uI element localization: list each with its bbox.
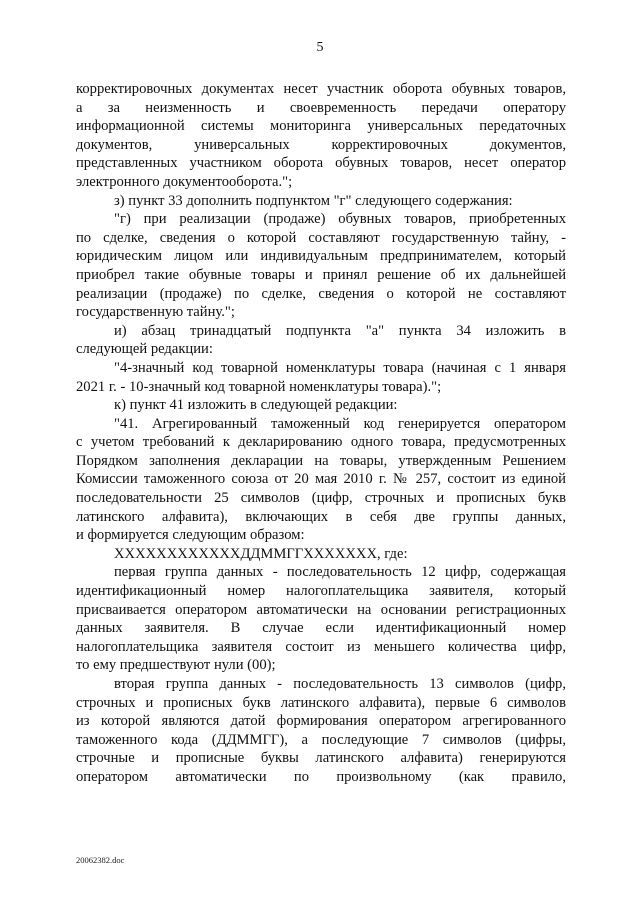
text-line: корректировочных документах несет участник оборота обувных товаров, <box>76 81 566 97</box>
text-line: Порядком заполнения декларации на товары, утвержденным Решением <box>76 452 566 469</box>
text-line: из которой являются датой формирования оператором агрегированного <box>76 713 566 730</box>
text-line: "4-значный код товарной номенклатуры товара (начиная с 1 января <box>114 359 566 376</box>
text-line: идентификационный номер налогоплательщика заявителя, который <box>76 583 566 600</box>
footer-filename: 20062382.doc <box>76 855 125 865</box>
text-line: государственную тайну."; <box>76 304 235 321</box>
text-line: ХХХХХХХХХХХХДДММГГХХХХХХХ, где: <box>114 545 408 562</box>
text-line: с учетом требований к декларированию одного товара, предусмотренных <box>76 434 566 451</box>
text-line: юридическим лицом или индивидуальным предпринимателем, который <box>76 248 566 265</box>
text-line: приобрел такие обувные товары и принял решение об их дальнейшей <box>76 266 566 283</box>
text-line: документов, универсальных корректировочных документов, <box>76 136 566 153</box>
page-number: 5 <box>316 40 324 55</box>
text-line: вторая группа данных - последовательность 13 символов (цифр, <box>114 676 566 692</box>
text-line: з) пункт 33 дополнить подпунктом "г" следующего содержания: <box>114 192 513 209</box>
text-line: латинского алфавита), включающих в себя две группы данных, <box>76 508 566 525</box>
text-line: 2021 г. - 10-значный код товарной номенклатуры товара)."; <box>76 378 442 395</box>
text-line: строчных и прописных букв латинского алфавита), первые 6 символов <box>76 694 566 711</box>
text-line: налогоплательщика заявителя состоит из меньшего количества цифр, <box>76 638 566 655</box>
text-line: то ему предшествуют нули (00); <box>76 657 276 674</box>
text-line: последовательности 25 символов (цифр, строчных и прописных букв <box>76 490 566 507</box>
text-line: первая группа данных - последовательность 12 цифр, содержащая <box>114 564 566 581</box>
text-line: оператором автоматически по произвольному (как правило, <box>76 768 566 785</box>
text-line: присваивается оператором автоматически на основании регистрационных <box>76 601 566 618</box>
text-line: информационной системы мониторинга универсальных передаточных <box>76 118 566 135</box>
text-line: а за неизменность и своевременность передачи оператору <box>76 99 566 116</box>
text-line: по сделке, сведения о которой составляют государственную тайну, - <box>76 229 566 246</box>
document-body <box>76 80 566 787</box>
text-line: и) абзац тринадцатый подпункта "а" пункта 34 изложить в <box>114 322 566 339</box>
text-line: и формируется следующим образом: <box>76 527 305 544</box>
text-line: электронного документооборота."; <box>76 173 293 190</box>
text-line: представленных участником оборота обувных товаров, несет оператор <box>76 155 566 172</box>
text-line: таможенного кода (ДДММГГ), а последующие 7 символов (цифры, <box>76 731 566 748</box>
text-line: реализации (продаже) по сделке, сведения о которой не составляют <box>76 285 566 302</box>
text-line: следующей редакции: <box>76 341 213 358</box>
text-line: "41. Агрегированный таможенный код генерируется оператором <box>114 415 566 432</box>
text-line: строчные и прописные буквы латинского алфавита) генерируются <box>76 750 566 767</box>
text-line: данных заявителя. В случае если идентификационный номер <box>76 620 566 637</box>
text-line: Комиссии таможенного союза от 20 мая 2010 г. № 257, состоит из единой <box>76 471 566 488</box>
text-line: "г) при реализации (продаже) обувных товаров, приобретенных <box>114 211 566 228</box>
text-line: к) пункт 41 изложить в следующей редакции: <box>114 397 398 414</box>
